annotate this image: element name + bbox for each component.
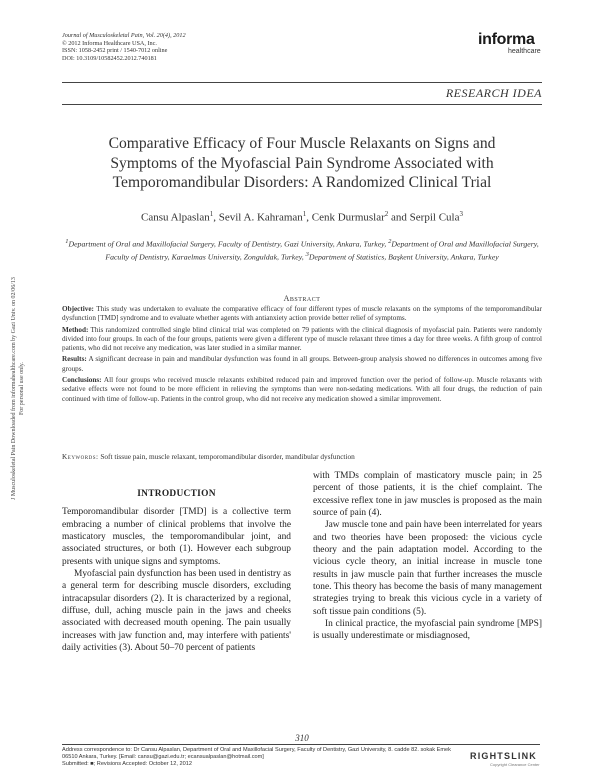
body-column-left xyxy=(62,488,291,654)
publisher-logo-sub: healthcare xyxy=(508,48,541,55)
section-heading: INTRODUCTION xyxy=(137,489,216,499)
author-separator: and xyxy=(388,211,410,224)
affiliations xyxy=(62,237,542,262)
keywords-text: Soft tissue pain, muscle relaxant, temporomandibular disorder, mandibular dysfunction xyxy=(98,452,355,461)
rightslink-sub: Copyright Clearance Center xyxy=(490,762,540,767)
abstract-label: Method: xyxy=(62,325,89,334)
author-name: Cansu Alpaslan xyxy=(141,211,210,224)
rightslink-logo[interactable]: RIGHTSLINK xyxy=(470,751,537,761)
journal-info xyxy=(62,32,186,62)
issn-line: ISSN: 1058-2452 print / 1540-7012 online xyxy=(62,47,168,55)
article-title xyxy=(62,134,542,193)
publisher-logo xyxy=(478,32,541,56)
title-line: Comparative Efficacy of Four Muscle Relaxants on Signs and xyxy=(108,135,496,152)
body-paragraph: Jaw muscle tone and pain have been interrelated for years and two theories have been proposed: the vicious cycle theory and the pain adaptation model. According to the vicious cycle theory, an initial increase in muscle tone results in jaw muscle pain that further increases the muscle tone. This theory has become the basis of many management strategies trying to break this vicious cycle in a variety of soft tissue pain conditions (5). xyxy=(313,520,542,617)
body-paragraph: Myofascial pain dysfunction has been used in dentistry as a general term for describing muscle disorders, excluding intracapsular disorders (2). It is characterized by a regional, diffuse, dull, aching muscle pain in the jaws and cheeks associated with decreased mouth opening. The pain usually increases with jaw function and, may interfere with patients' daily activities (3). About 50–70 percent of patients xyxy=(62,569,291,654)
keywords-label: Keywords: xyxy=(62,452,99,461)
abstract-objective xyxy=(62,305,542,324)
correspondence-address: Address correspondence to: Dr Cansu Alpaslan, Department of Oral and Maxillofacial Surgery, Faculty of Dentistry, Gazi University, 8. cadde 82. sokak Emek 06510 Ankara, Turkey. [Email: cansu@gazi.edu.tr; ecansualpaslan@hotmail.com] xyxy=(62,747,451,760)
abstract-label: Conclusions: xyxy=(62,376,102,385)
copyright-line: © 2012 Informa Healthcare USA, Inc. xyxy=(62,39,157,47)
abstract-text: All four groups who received muscle relaxants exhibited reduced pain and improved function over the period of follow-up. Muscle relaxants with sedative effects were not found to be more efficient in relieving the symptoms than were non-sedating medications. With all four drugs, the reduction of pain continued with time of follow-up. Patients in the control group, who did not receive any medication showed a similar improvement. xyxy=(62,376,542,403)
abstract-label: Results: xyxy=(62,355,87,364)
abstract-heading xyxy=(62,294,542,303)
body-paragraph: Temporomandibular disorder [TMD] is a collective term embracing a number of clinical problems that involve the masticatory muscles, the temporomandibular joint, and associated structures, or both (1). However each subgroup presents with unique signs and symptoms. xyxy=(62,507,291,567)
journal-line: Journal of Musculoskeletal Pain, Vol. 20(4), 2012 xyxy=(62,32,186,39)
abstract-method xyxy=(62,326,542,354)
abstract-text: This randomized controlled single blind clinical trial was completed on 79 patients with the clinical diagnosis of myofascial pain. Patients were randomly divided into four groups. In each of the four groups, patients were given a different type of muscle relaxant three times a day for three weeks. A fifth group of control patients, who did not receive any medication, was later studied in a similar manner. xyxy=(62,325,542,353)
abstract-conclusions xyxy=(62,376,542,404)
title-line: Temporomandibular Disorders: A Randomized Clinical Trial xyxy=(112,174,492,191)
footer-rule xyxy=(62,744,540,745)
abstract-results xyxy=(62,355,542,374)
header-rule-bottom xyxy=(62,104,542,105)
page-number: 310 xyxy=(295,733,309,743)
affil-sup: 1 xyxy=(65,238,69,245)
download-stamp xyxy=(0,0,25,776)
author-separator: , xyxy=(306,211,312,224)
affil-text: Department of Statistics, Başkent University, Ankara, Turkey xyxy=(308,252,499,262)
author-affil-sup: 2 xyxy=(384,210,389,218)
author-list xyxy=(62,210,542,224)
download-stamp-line1: J Musculoskeletal Pain Downloaded from informahealthcare.com by Gazi Univ. on 02/06/13 xyxy=(11,277,17,500)
publisher-logo-text: informa xyxy=(478,31,535,48)
doi-line: DOI: 10.3109/10582452.2012.740181 xyxy=(62,54,157,62)
author-affil-sup: 3 xyxy=(459,210,463,218)
affil-text: Department of Oral and Maxillofacial Surgery, Faculty of Dentistry, Karaelmas University, Zonguldak, Turkey, xyxy=(105,239,539,262)
affil-sup: 3 xyxy=(305,250,309,258)
affil-sup: 2 xyxy=(388,238,392,245)
section-label: RESEARCH IDEA xyxy=(445,86,542,100)
author-name: Cenk Durmuslar xyxy=(311,211,385,224)
author-affil-sup: 1 xyxy=(302,210,307,218)
affil-text: Department of Oral and Maxillofacial Surgery, Faculty of Dentistry, Gazi University, Ankara, Turkey, xyxy=(68,239,389,249)
author-name: Serpil Cula xyxy=(409,211,460,224)
abstract-text: A significant decrease in pain and mandibular dysfunction was found in all groups. Between-group analysis showed no differences in outcomes among five groups. xyxy=(62,355,542,373)
submission-dates: Submitted: ■; Revisions Accepted: October 12, 2012 xyxy=(62,761,192,767)
author-separator: , xyxy=(213,211,219,224)
abstract-label: Objective: xyxy=(62,305,94,313)
author-name: Sevil A. Kahraman xyxy=(218,211,303,224)
correspondence xyxy=(62,747,464,768)
abstract-heading-text: Abstract xyxy=(283,294,321,303)
body-paragraph: with TMDs complain of masticatory muscle pain; in 25 percent of those patients, it is the chief complaint. The excessive reflex tone in jaw muscles is proposed as the main source of pain (4). xyxy=(313,471,542,519)
abstract-text: This study was undertaken to evaluate the comparative efficacy of four different types of muscle relaxants on the symptoms of the temporomandibular dysfunction [TMD] syndrome and to evaluate whether agents with antianxiety action provide better relief of symptoms. xyxy=(62,305,542,323)
header-rule-top xyxy=(62,82,542,83)
title-line: Symptoms of the Myofascial Pain Syndrome Associated with xyxy=(110,154,494,172)
body-column-right xyxy=(313,470,542,643)
body-paragraph: In clinical practice, the myofascial pain syndrome [MPS] is usually underestimate or misdiagnosed, xyxy=(313,619,542,642)
abstract-body xyxy=(62,305,542,406)
author-affil-sup: 1 xyxy=(209,210,214,218)
keywords xyxy=(62,452,542,461)
download-stamp-line2: For personal use only. xyxy=(19,362,25,416)
